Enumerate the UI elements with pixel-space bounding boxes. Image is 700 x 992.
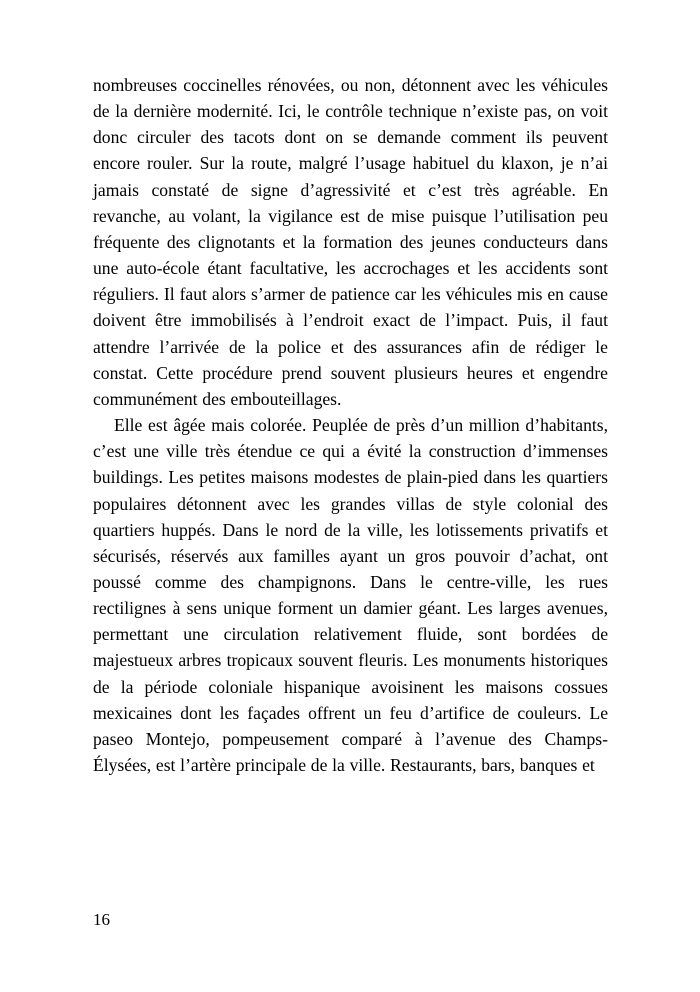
page-text-block — [93, 72, 608, 778]
body-paragraph-2: Elle est âgée mais colorée. Peuplée de près d’un million d’habitants, c’est une ville très étendue ce qui a évité la construction d’immenses buildings. Les petites maisons modestes de plain-pied dans les quartiers populaires détonnent avec les grandes villas de style colonial des quartiers huppés. Dans le nord de la ville, les lotissements privatifs et sécurisés, réservés aux familles ayant un gros pouvoir d’achat, ont poussé comme des champignons. Dans le centre-ville, les rues rectilignes à sens unique forment un damier géant. Les larges avenues, permettant une circulation relativement fluide, sont bordées de majestueux arbres tropicaux souvent fleuris. Les monuments historiques de la période coloniale hispanique avoisinent les maisons cossues mexicaines dont les façades offrent un feu d’artifice de couleurs. Le paseo Montejo, pompeusement comparé à l’avenue des Champs-Élysées, est l’artère principale de la ville. Restaurants, bars, banques et — [93, 415, 608, 776]
body-paragraph-1: nombreuses coccinelles rénovées, ou non, détonnent avec les véhicules de la dernière modernité. Ici, le contrôle technique n’existe pas, on voit donc circuler des tacots dont on se demande comment ils peuvent encore rouler. Sur la route, malgré l’usage habituel du klaxon, je n’ai jamais constaté de signe d’agressivité et c’est très agréable. En revanche, au volant, la vigilance est de mise puisque l’utilisation peu fréquente des clignotants et la formation des jeunes conducteurs dans une auto-école étant facultative, les accrochages et les accidents sont réguliers. Il faut alors s’armer de patience car les véhicules mis en cause doivent être immobilisés à l’endroit exact de l’impact. Puis, il faut attendre l’arrivée de la police et des assurances afin de rédiger le constat. Cette procédure prend souvent plusieurs heures et engendre communément des embouteillages. — [93, 75, 608, 409]
page-number: 16 — [93, 910, 110, 929]
